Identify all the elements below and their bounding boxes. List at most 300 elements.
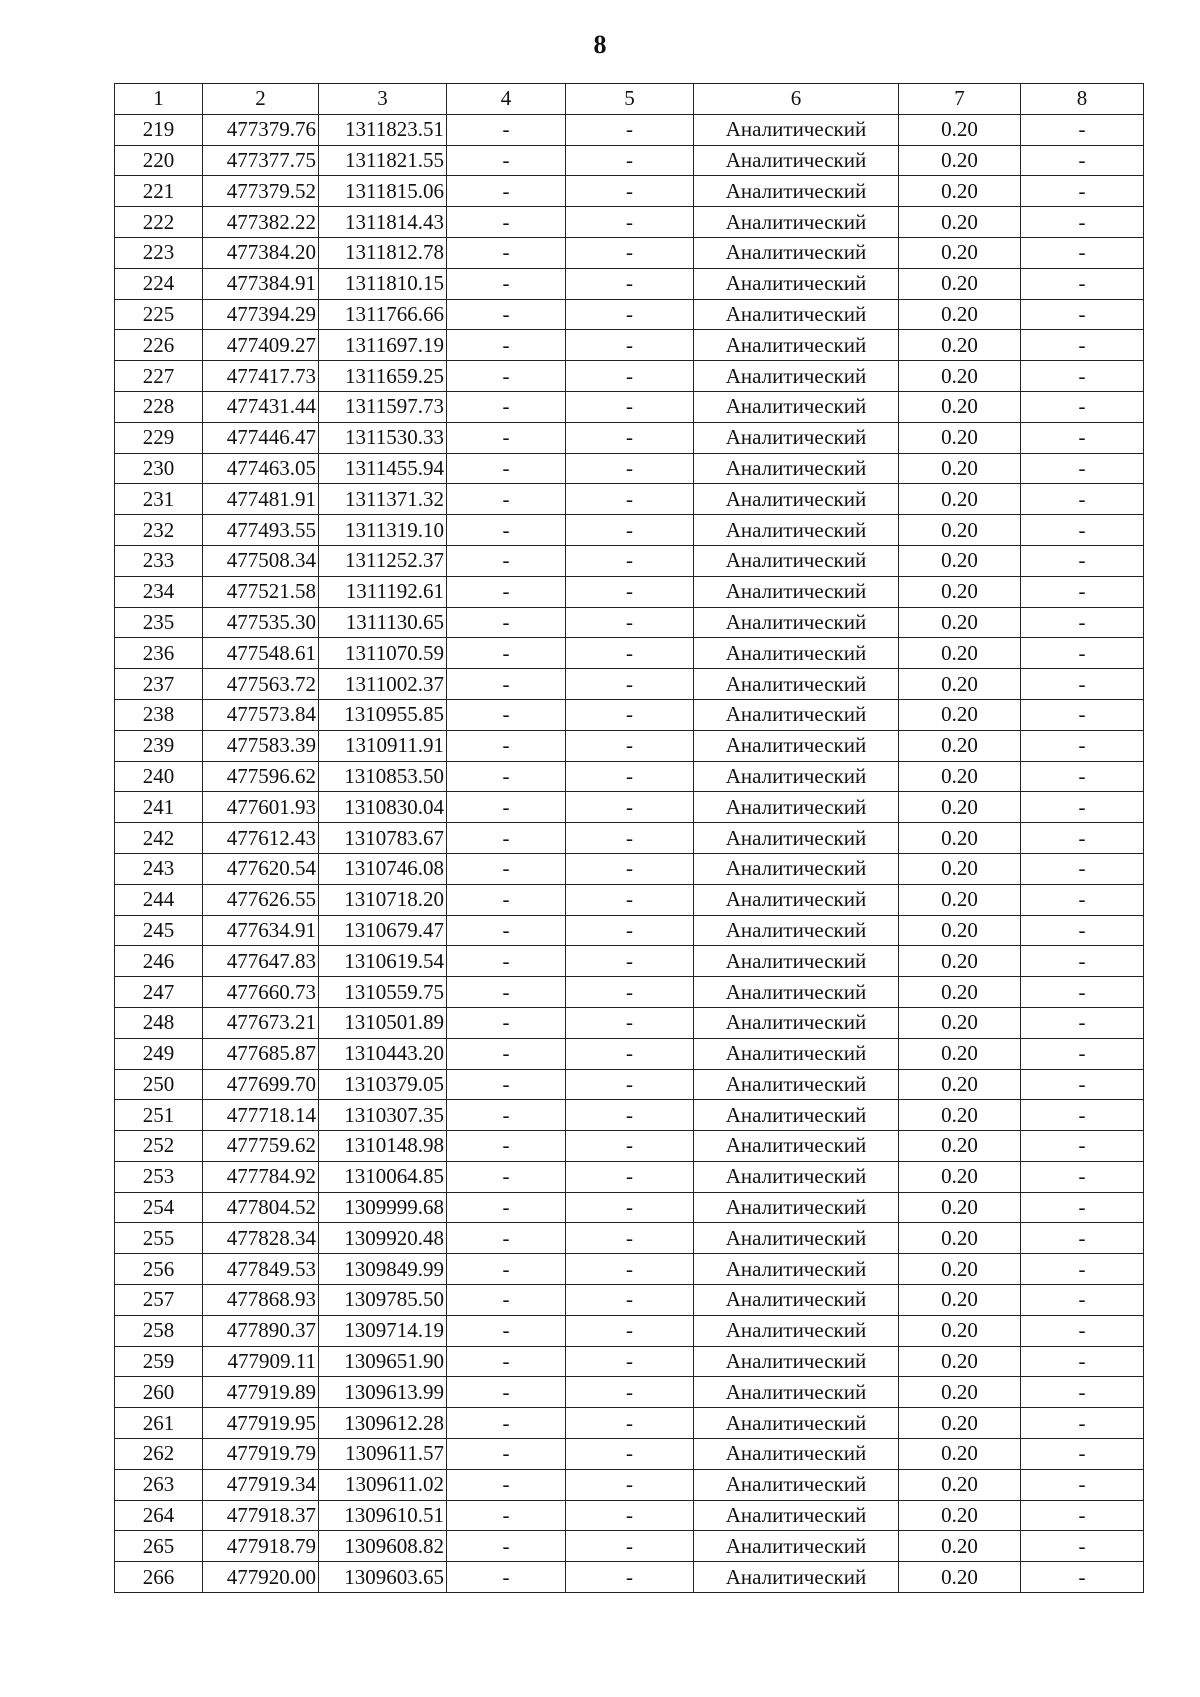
column-8-cell: - — [1021, 607, 1144, 638]
point-number-cell: 246 — [115, 946, 203, 977]
column-4-cell: - — [447, 1469, 566, 1500]
method-cell: Аналитический — [694, 792, 899, 823]
accuracy-cell: 0.20 — [899, 1161, 1021, 1192]
x-coordinate-cell: 477463.05 — [203, 453, 319, 484]
method-cell: Аналитический — [694, 607, 899, 638]
column-5-cell: - — [566, 1100, 694, 1131]
table-row — [115, 915, 1144, 946]
table-row — [115, 1161, 1144, 1192]
accuracy-cell: 0.20 — [899, 545, 1021, 576]
accuracy-cell: 0.20 — [899, 1254, 1021, 1285]
accuracy-cell: 0.20 — [899, 1069, 1021, 1100]
y-coordinate-cell: 1311659.25 — [319, 361, 447, 392]
header-cell-col-6: 6 — [694, 84, 899, 115]
column-4-cell: - — [447, 114, 566, 145]
column-4-cell: - — [447, 823, 566, 854]
accuracy-cell: 0.20 — [899, 1223, 1021, 1254]
y-coordinate-cell: 1309920.48 — [319, 1223, 447, 1254]
column-5-cell: - — [566, 853, 694, 884]
x-coordinate-cell: 477409.27 — [203, 330, 319, 361]
column-5-cell: - — [566, 1346, 694, 1377]
column-5-cell: - — [566, 1161, 694, 1192]
x-coordinate-cell: 477685.87 — [203, 1038, 319, 1069]
accuracy-cell: 0.20 — [899, 884, 1021, 915]
method-cell: Аналитический — [694, 1408, 899, 1439]
x-coordinate-cell: 477919.89 — [203, 1377, 319, 1408]
point-number-cell: 242 — [115, 823, 203, 854]
column-5-cell: - — [566, 1223, 694, 1254]
accuracy-cell: 0.20 — [899, 1408, 1021, 1439]
column-5-cell: - — [566, 1469, 694, 1500]
method-cell: Аналитический — [694, 946, 899, 977]
column-5-cell: - — [566, 977, 694, 1008]
table-row — [115, 1100, 1144, 1131]
column-4-cell: - — [447, 176, 566, 207]
column-8-cell: - — [1021, 730, 1144, 761]
header-cell-col-8: 8 — [1021, 84, 1144, 115]
y-coordinate-cell: 1311815.06 — [319, 176, 447, 207]
table-row — [115, 977, 1144, 1008]
column-8-cell: - — [1021, 1562, 1144, 1593]
point-number-cell: 223 — [115, 237, 203, 268]
y-coordinate-cell: 1310064.85 — [319, 1161, 447, 1192]
x-coordinate-cell: 477548.61 — [203, 638, 319, 669]
column-4-cell: - — [447, 1131, 566, 1162]
table-row — [115, 1439, 1144, 1470]
method-cell: Аналитический — [694, 207, 899, 238]
table-row — [115, 884, 1144, 915]
accuracy-cell: 0.20 — [899, 730, 1021, 761]
column-4-cell: - — [447, 576, 566, 607]
y-coordinate-cell: 1310148.98 — [319, 1131, 447, 1162]
x-coordinate-cell: 477612.43 — [203, 823, 319, 854]
point-number-cell: 241 — [115, 792, 203, 823]
y-coordinate-cell: 1311002.37 — [319, 669, 447, 700]
y-coordinate-cell: 1309714.19 — [319, 1315, 447, 1346]
y-coordinate-cell: 1311530.33 — [319, 422, 447, 453]
table-row — [115, 1038, 1144, 1069]
point-number-cell: 240 — [115, 761, 203, 792]
column-4-cell: - — [447, 1439, 566, 1470]
accuracy-cell: 0.20 — [899, 361, 1021, 392]
x-coordinate-cell: 477382.22 — [203, 207, 319, 238]
column-8-cell: - — [1021, 1500, 1144, 1531]
method-cell: Аналитический — [694, 545, 899, 576]
point-number-cell: 255 — [115, 1223, 203, 1254]
method-cell: Аналитический — [694, 1038, 899, 1069]
y-coordinate-cell: 1310783.67 — [319, 823, 447, 854]
point-number-cell: 232 — [115, 515, 203, 546]
column-5-cell: - — [566, 299, 694, 330]
method-cell: Аналитический — [694, 1100, 899, 1131]
x-coordinate-cell: 477493.55 — [203, 515, 319, 546]
y-coordinate-cell: 1311319.10 — [319, 515, 447, 546]
method-cell: Аналитический — [694, 330, 899, 361]
x-coordinate-cell: 477868.93 — [203, 1285, 319, 1316]
column-8-cell: - — [1021, 237, 1144, 268]
method-cell: Аналитический — [694, 761, 899, 792]
column-5-cell: - — [566, 792, 694, 823]
table-row — [115, 299, 1144, 330]
method-cell: Аналитический — [694, 1069, 899, 1100]
method-cell: Аналитический — [694, 176, 899, 207]
column-5-cell: - — [566, 884, 694, 915]
column-4-cell: - — [447, 1562, 566, 1593]
method-cell: Аналитический — [694, 884, 899, 915]
point-number-cell: 253 — [115, 1161, 203, 1192]
x-coordinate-cell: 477417.73 — [203, 361, 319, 392]
x-coordinate-cell: 477918.37 — [203, 1500, 319, 1531]
column-5-cell: - — [566, 1439, 694, 1470]
y-coordinate-cell: 1311821.55 — [319, 145, 447, 176]
table-row — [115, 1377, 1144, 1408]
table-row — [115, 1408, 1144, 1439]
accuracy-cell: 0.20 — [899, 515, 1021, 546]
column-5-cell: - — [566, 515, 694, 546]
column-5-cell: - — [566, 607, 694, 638]
column-5-cell: - — [566, 453, 694, 484]
table-row — [115, 699, 1144, 730]
point-number-cell: 238 — [115, 699, 203, 730]
point-number-cell: 231 — [115, 484, 203, 515]
point-number-cell: 265 — [115, 1531, 203, 1562]
column-8-cell: - — [1021, 453, 1144, 484]
column-8-cell: - — [1021, 361, 1144, 392]
column-8-cell: - — [1021, 823, 1144, 854]
column-4-cell: - — [447, 977, 566, 1008]
method-cell: Аналитический — [694, 1131, 899, 1162]
method-cell: Аналитический — [694, 1439, 899, 1470]
point-number-cell: 237 — [115, 669, 203, 700]
header-cell-col-7: 7 — [899, 84, 1021, 115]
column-8-cell: - — [1021, 946, 1144, 977]
table-row — [115, 1223, 1144, 1254]
table-body — [115, 114, 1144, 1592]
x-coordinate-cell: 477920.00 — [203, 1562, 319, 1593]
column-8-cell: - — [1021, 884, 1144, 915]
point-number-cell: 256 — [115, 1254, 203, 1285]
column-4-cell: - — [447, 946, 566, 977]
column-5-cell: - — [566, 484, 694, 515]
y-coordinate-cell: 1309608.82 — [319, 1531, 447, 1562]
x-coordinate-cell: 477919.79 — [203, 1439, 319, 1470]
method-cell: Аналитический — [694, 1192, 899, 1223]
y-coordinate-cell: 1310830.04 — [319, 792, 447, 823]
column-5-cell: - — [566, 699, 694, 730]
column-4-cell: - — [447, 391, 566, 422]
column-4-cell: - — [447, 361, 566, 392]
column-8-cell: - — [1021, 576, 1144, 607]
x-coordinate-cell: 477394.29 — [203, 299, 319, 330]
x-coordinate-cell: 477909.11 — [203, 1346, 319, 1377]
column-4-cell: - — [447, 453, 566, 484]
table-row — [115, 1285, 1144, 1316]
table-row — [115, 761, 1144, 792]
column-5-cell: - — [566, 1377, 694, 1408]
column-4-cell: - — [447, 1346, 566, 1377]
x-coordinate-cell: 477377.75 — [203, 145, 319, 176]
point-number-cell: 236 — [115, 638, 203, 669]
header-cell-col-3: 3 — [319, 84, 447, 115]
method-cell: Аналитический — [694, 823, 899, 854]
point-number-cell: 233 — [115, 545, 203, 576]
method-cell: Аналитический — [694, 484, 899, 515]
column-4-cell: - — [447, 1500, 566, 1531]
column-4-cell: - — [447, 915, 566, 946]
x-coordinate-cell: 477849.53 — [203, 1254, 319, 1285]
column-4-cell: - — [447, 207, 566, 238]
column-8-cell: - — [1021, 761, 1144, 792]
column-5-cell: - — [566, 823, 694, 854]
column-8-cell: - — [1021, 1131, 1144, 1162]
header-cell-col-5: 5 — [566, 84, 694, 115]
method-cell: Аналитический — [694, 299, 899, 330]
column-5-cell: - — [566, 1038, 694, 1069]
y-coordinate-cell: 1310746.08 — [319, 853, 447, 884]
accuracy-cell: 0.20 — [899, 915, 1021, 946]
table-row — [115, 1069, 1144, 1100]
accuracy-cell: 0.20 — [899, 268, 1021, 299]
column-5-cell: - — [566, 1007, 694, 1038]
x-coordinate-cell: 477508.34 — [203, 545, 319, 576]
accuracy-cell: 0.20 — [899, 1192, 1021, 1223]
x-coordinate-cell: 477620.54 — [203, 853, 319, 884]
y-coordinate-cell: 1309999.68 — [319, 1192, 447, 1223]
accuracy-cell: 0.20 — [899, 1285, 1021, 1316]
column-8-cell: - — [1021, 330, 1144, 361]
column-4-cell: - — [447, 1315, 566, 1346]
column-5-cell: - — [566, 391, 694, 422]
x-coordinate-cell: 477384.20 — [203, 237, 319, 268]
point-number-cell: 239 — [115, 730, 203, 761]
table-row — [115, 1531, 1144, 1562]
accuracy-cell: 0.20 — [899, 638, 1021, 669]
column-8-cell: - — [1021, 1315, 1144, 1346]
column-5-cell: - — [566, 207, 694, 238]
table-row — [115, 391, 1144, 422]
point-number-cell: 250 — [115, 1069, 203, 1100]
column-8-cell: - — [1021, 1038, 1144, 1069]
column-5-cell: - — [566, 915, 694, 946]
table-row — [115, 730, 1144, 761]
accuracy-cell: 0.20 — [899, 823, 1021, 854]
table-row — [115, 453, 1144, 484]
point-number-cell: 230 — [115, 453, 203, 484]
y-coordinate-cell: 1311597.73 — [319, 391, 447, 422]
y-coordinate-cell: 1311070.59 — [319, 638, 447, 669]
column-8-cell: - — [1021, 299, 1144, 330]
method-cell: Аналитический — [694, 1562, 899, 1593]
method-cell: Аналитический — [694, 268, 899, 299]
table-row — [115, 237, 1144, 268]
header-row — [115, 84, 1144, 115]
y-coordinate-cell: 1310679.47 — [319, 915, 447, 946]
x-coordinate-cell: 477634.91 — [203, 915, 319, 946]
y-coordinate-cell: 1311130.65 — [319, 607, 447, 638]
table-row — [115, 1562, 1144, 1593]
x-coordinate-cell: 477804.52 — [203, 1192, 319, 1223]
column-5-cell: - — [566, 1192, 694, 1223]
column-8-cell: - — [1021, 114, 1144, 145]
accuracy-cell: 0.20 — [899, 176, 1021, 207]
method-cell: Аналитический — [694, 422, 899, 453]
accuracy-cell: 0.20 — [899, 484, 1021, 515]
column-8-cell: - — [1021, 1192, 1144, 1223]
point-number-cell: 226 — [115, 330, 203, 361]
table-row — [115, 515, 1144, 546]
x-coordinate-cell: 477481.91 — [203, 484, 319, 515]
table-row — [115, 1131, 1144, 1162]
x-coordinate-cell: 477626.55 — [203, 884, 319, 915]
y-coordinate-cell: 1311812.78 — [319, 237, 447, 268]
column-5-cell: - — [566, 268, 694, 299]
method-cell: Аналитический — [694, 114, 899, 145]
accuracy-cell: 0.20 — [899, 669, 1021, 700]
y-coordinate-cell: 1309603.65 — [319, 1562, 447, 1593]
method-cell: Аналитический — [694, 638, 899, 669]
table-row — [115, 361, 1144, 392]
column-5-cell: - — [566, 761, 694, 792]
point-number-cell: 245 — [115, 915, 203, 946]
header-cell-col-2: 2 — [203, 84, 319, 115]
column-4-cell: - — [447, 669, 566, 700]
column-5-cell: - — [566, 237, 694, 268]
y-coordinate-cell: 1311697.19 — [319, 330, 447, 361]
point-number-cell: 263 — [115, 1469, 203, 1500]
column-8-cell: - — [1021, 1346, 1144, 1377]
column-4-cell: - — [447, 853, 566, 884]
y-coordinate-cell: 1310853.50 — [319, 761, 447, 792]
table-row — [115, 946, 1144, 977]
x-coordinate-cell: 477596.62 — [203, 761, 319, 792]
column-8-cell: - — [1021, 1408, 1144, 1439]
column-8-cell: - — [1021, 669, 1144, 700]
point-number-cell: 224 — [115, 268, 203, 299]
x-coordinate-cell: 477919.95 — [203, 1408, 319, 1439]
column-8-cell: - — [1021, 1439, 1144, 1470]
method-cell: Аналитический — [694, 1007, 899, 1038]
column-8-cell: - — [1021, 1469, 1144, 1500]
y-coordinate-cell: 1310911.91 — [319, 730, 447, 761]
x-coordinate-cell: 477384.91 — [203, 268, 319, 299]
column-8-cell: - — [1021, 1285, 1144, 1316]
point-number-cell: 258 — [115, 1315, 203, 1346]
table-row — [115, 1007, 1144, 1038]
method-cell: Аналитический — [694, 730, 899, 761]
column-5-cell: - — [566, 1408, 694, 1439]
table-row — [115, 268, 1144, 299]
y-coordinate-cell: 1309613.99 — [319, 1377, 447, 1408]
table-row — [115, 484, 1144, 515]
method-cell: Аналитический — [694, 699, 899, 730]
column-8-cell: - — [1021, 1007, 1144, 1038]
x-coordinate-cell: 477583.39 — [203, 730, 319, 761]
column-5-cell: - — [566, 545, 694, 576]
x-coordinate-cell: 477890.37 — [203, 1315, 319, 1346]
column-4-cell: - — [447, 237, 566, 268]
y-coordinate-cell: 1310718.20 — [319, 884, 447, 915]
point-number-cell: 248 — [115, 1007, 203, 1038]
column-8-cell: - — [1021, 145, 1144, 176]
point-number-cell: 262 — [115, 1439, 203, 1470]
column-8-cell: - — [1021, 1531, 1144, 1562]
column-4-cell: - — [447, 515, 566, 546]
y-coordinate-cell: 1311455.94 — [319, 453, 447, 484]
y-coordinate-cell: 1309612.28 — [319, 1408, 447, 1439]
accuracy-cell: 0.20 — [899, 977, 1021, 1008]
point-number-cell: 243 — [115, 853, 203, 884]
y-coordinate-cell: 1310379.05 — [319, 1069, 447, 1100]
method-cell: Аналитический — [694, 1500, 899, 1531]
method-cell: Аналитический — [694, 1346, 899, 1377]
column-4-cell: - — [447, 1100, 566, 1131]
table-row — [115, 823, 1144, 854]
column-4-cell: - — [447, 1254, 566, 1285]
method-cell: Аналитический — [694, 669, 899, 700]
accuracy-cell: 0.20 — [899, 1315, 1021, 1346]
column-8-cell: - — [1021, 1377, 1144, 1408]
y-coordinate-cell: 1311810.15 — [319, 268, 447, 299]
table-row — [115, 176, 1144, 207]
y-coordinate-cell: 1311192.61 — [319, 576, 447, 607]
column-5-cell: - — [566, 422, 694, 453]
column-8-cell: - — [1021, 1069, 1144, 1100]
column-8-cell: - — [1021, 699, 1144, 730]
column-5-cell: - — [566, 361, 694, 392]
method-cell: Аналитический — [694, 1223, 899, 1254]
method-cell: Аналитический — [694, 576, 899, 607]
column-8-cell: - — [1021, 545, 1144, 576]
column-8-cell: - — [1021, 915, 1144, 946]
method-cell: Аналитический — [694, 145, 899, 176]
method-cell: Аналитический — [694, 1469, 899, 1500]
table-row — [115, 145, 1144, 176]
accuracy-cell: 0.20 — [899, 699, 1021, 730]
method-cell: Аналитический — [694, 977, 899, 1008]
method-cell: Аналитический — [694, 1531, 899, 1562]
x-coordinate-cell: 477699.70 — [203, 1069, 319, 1100]
column-8-cell: - — [1021, 268, 1144, 299]
y-coordinate-cell: 1309611.02 — [319, 1469, 447, 1500]
accuracy-cell: 0.20 — [899, 1007, 1021, 1038]
point-number-cell: 228 — [115, 391, 203, 422]
y-coordinate-cell: 1310955.85 — [319, 699, 447, 730]
x-coordinate-cell: 477379.52 — [203, 176, 319, 207]
column-8-cell: - — [1021, 853, 1144, 884]
accuracy-cell: 0.20 — [899, 391, 1021, 422]
accuracy-cell: 0.20 — [899, 1439, 1021, 1470]
table-row — [115, 669, 1144, 700]
accuracy-cell: 0.20 — [899, 330, 1021, 361]
column-4-cell: - — [447, 484, 566, 515]
column-4-cell: - — [447, 330, 566, 361]
table-row — [115, 607, 1144, 638]
accuracy-cell: 0.20 — [899, 761, 1021, 792]
column-4-cell: - — [447, 699, 566, 730]
column-4-cell: - — [447, 422, 566, 453]
coordinates-table — [114, 83, 1144, 1593]
table-row — [115, 792, 1144, 823]
column-8-cell: - — [1021, 1254, 1144, 1285]
column-4-cell: - — [447, 145, 566, 176]
point-number-cell: 260 — [115, 1377, 203, 1408]
point-number-cell: 229 — [115, 422, 203, 453]
point-number-cell: 244 — [115, 884, 203, 915]
method-cell: Аналитический — [694, 453, 899, 484]
accuracy-cell: 0.20 — [899, 1562, 1021, 1593]
accuracy-cell: 0.20 — [899, 792, 1021, 823]
y-coordinate-cell: 1311371.32 — [319, 484, 447, 515]
